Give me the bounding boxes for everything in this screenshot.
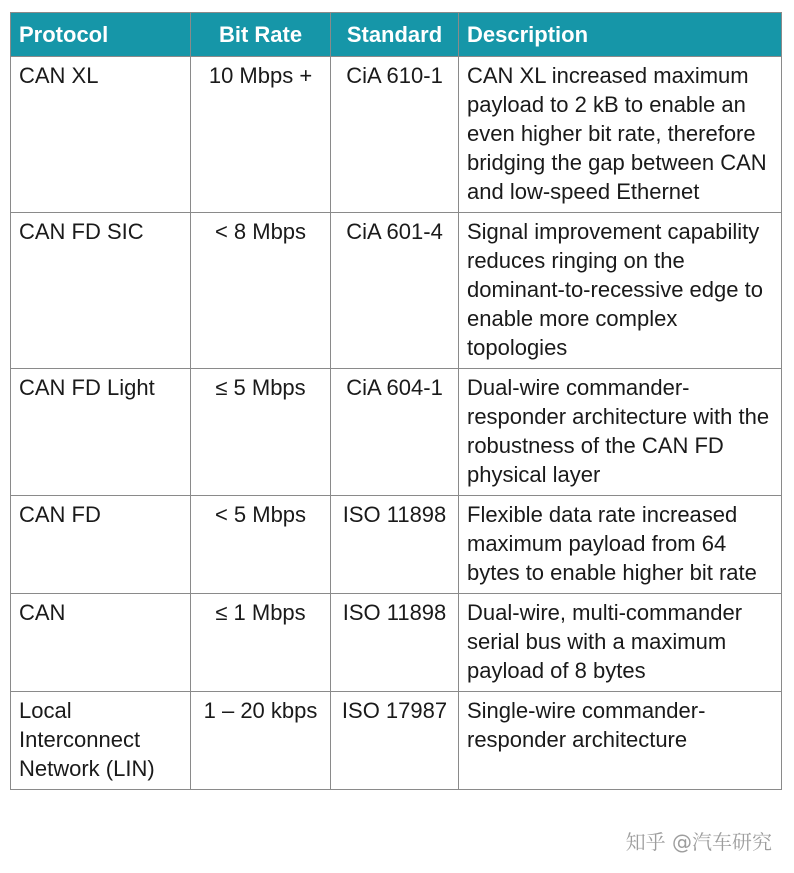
table-header-row	[11, 13, 782, 57]
header-bit-rate: Bit Rate	[191, 13, 331, 57]
table-row	[11, 692, 782, 790]
cell-protocol: CAN FD	[11, 496, 191, 594]
cell-protocol: CAN FD Light	[11, 369, 191, 496]
cell-description: Signal improvement capability reduces ringing on the dominant-to-recessive edge to enable more complex topologies	[459, 213, 782, 369]
cell-protocol: Local Interconnect Network (LIN)	[11, 692, 191, 790]
cell-protocol: CAN XL	[11, 57, 191, 213]
header-standard: Standard	[331, 13, 459, 57]
protocol-table-container	[10, 12, 781, 790]
cell-bit-rate: 1 – 20 kbps	[191, 692, 331, 790]
cell-bit-rate: ≤ 1 Mbps	[191, 594, 331, 692]
cell-bit-rate: < 8 Mbps	[191, 213, 331, 369]
cell-standard: ISO 17987	[331, 692, 459, 790]
header-description: Description	[459, 13, 782, 57]
cell-description: Dual-wire, multi-commander serial bus with a maximum payload of 8 bytes	[459, 594, 782, 692]
cell-protocol: CAN FD SIC	[11, 213, 191, 369]
table-row	[11, 369, 782, 496]
cell-description: Flexible data rate increased maximum payload from 64 bytes to enable higher bit rate	[459, 496, 782, 594]
table-row	[11, 57, 782, 213]
table-row	[11, 213, 782, 369]
watermark: 知乎 @汽车研究	[625, 830, 772, 854]
cell-description: Dual-wire commander-responder architecture with the robustness of the CAN FD physical layer	[459, 369, 782, 496]
cell-standard: CiA 610-1	[331, 57, 459, 213]
cell-bit-rate: < 5 Mbps	[191, 496, 331, 594]
cell-protocol: CAN	[11, 594, 191, 692]
cell-standard: ISO 11898	[331, 496, 459, 594]
cell-description: CAN XL increased maximum payload to 2 kB to enable an even higher bit rate, therefore bridging the gap between CAN and low-speed Ethernet	[459, 57, 782, 213]
cell-description: Single-wire commander-responder architecture	[459, 692, 782, 790]
header-protocol: Protocol	[11, 13, 191, 57]
cell-bit-rate: ≤ 5 Mbps	[191, 369, 331, 496]
table-row	[11, 496, 782, 594]
cell-standard: ISO 11898	[331, 594, 459, 692]
cell-standard: CiA 601-4	[331, 213, 459, 369]
protocol-comparison-table	[10, 12, 782, 790]
cell-bit-rate: 10 Mbps +	[191, 57, 331, 213]
cell-standard: CiA 604-1	[331, 369, 459, 496]
table-row	[11, 594, 782, 692]
